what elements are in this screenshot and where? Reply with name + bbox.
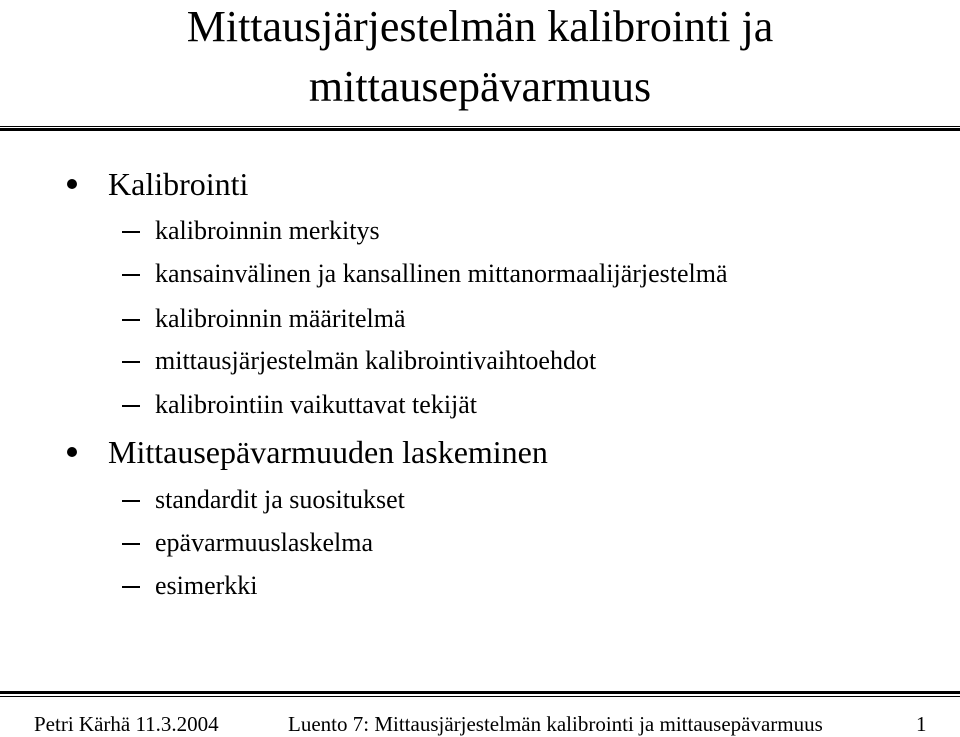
list-item-text: kansainvälinen ja kansallinen mittanormaalijärjestelmä: [155, 259, 728, 288]
dash-bullet-icon: [122, 500, 140, 502]
footer-author-date: Petri Kärhä 11.3.2004: [34, 712, 219, 736]
slide-title-line-1: Mittausjärjestelmän kalibrointi ja: [186, 2, 774, 51]
section-heading-text: Mittausepävarmuuden laskeminen: [108, 434, 548, 470]
dash-bullet-icon: [122, 361, 140, 363]
dash-bullet-icon: [122, 319, 140, 321]
bullet-dot-icon: [67, 179, 77, 189]
list-item-text: epävarmuuslaskelma: [155, 528, 374, 557]
dash-bullet-icon: [122, 231, 140, 233]
footer-divider-thin: [0, 696, 960, 697]
list-item-text: kalibroinnin määritelmä: [155, 304, 406, 333]
list-item-text: kalibrointiin vaikuttavat tekijät: [155, 390, 478, 419]
title-divider-thin: [0, 126, 960, 127]
list-item-text: esimerkki: [155, 571, 258, 600]
list-item-text: mittausjärjestelmän kalibrointivaihtoehdot: [155, 346, 597, 375]
dash-bullet-icon: [122, 586, 140, 588]
footer-divider-thick: [0, 691, 960, 694]
slide-title-line-2: mittausepävarmuus: [308, 62, 652, 111]
list-item-text: standardit ja suositukset: [155, 485, 405, 514]
footer-lecture-title: Luento 7: Mittausjärjestelmän kalibrointi ja mittausepävarmuus: [288, 712, 823, 736]
list-item-text: kalibroinnin merkitys: [155, 216, 380, 245]
footer-page-number: 1: [916, 712, 927, 736]
bullet-dot-icon: [67, 447, 77, 457]
dash-bullet-icon: [122, 274, 140, 276]
section-heading-text: Kalibrointi: [108, 166, 249, 202]
dash-bullet-icon: [122, 405, 140, 407]
title-divider-thick: [0, 128, 960, 131]
dash-bullet-icon: [122, 543, 140, 545]
